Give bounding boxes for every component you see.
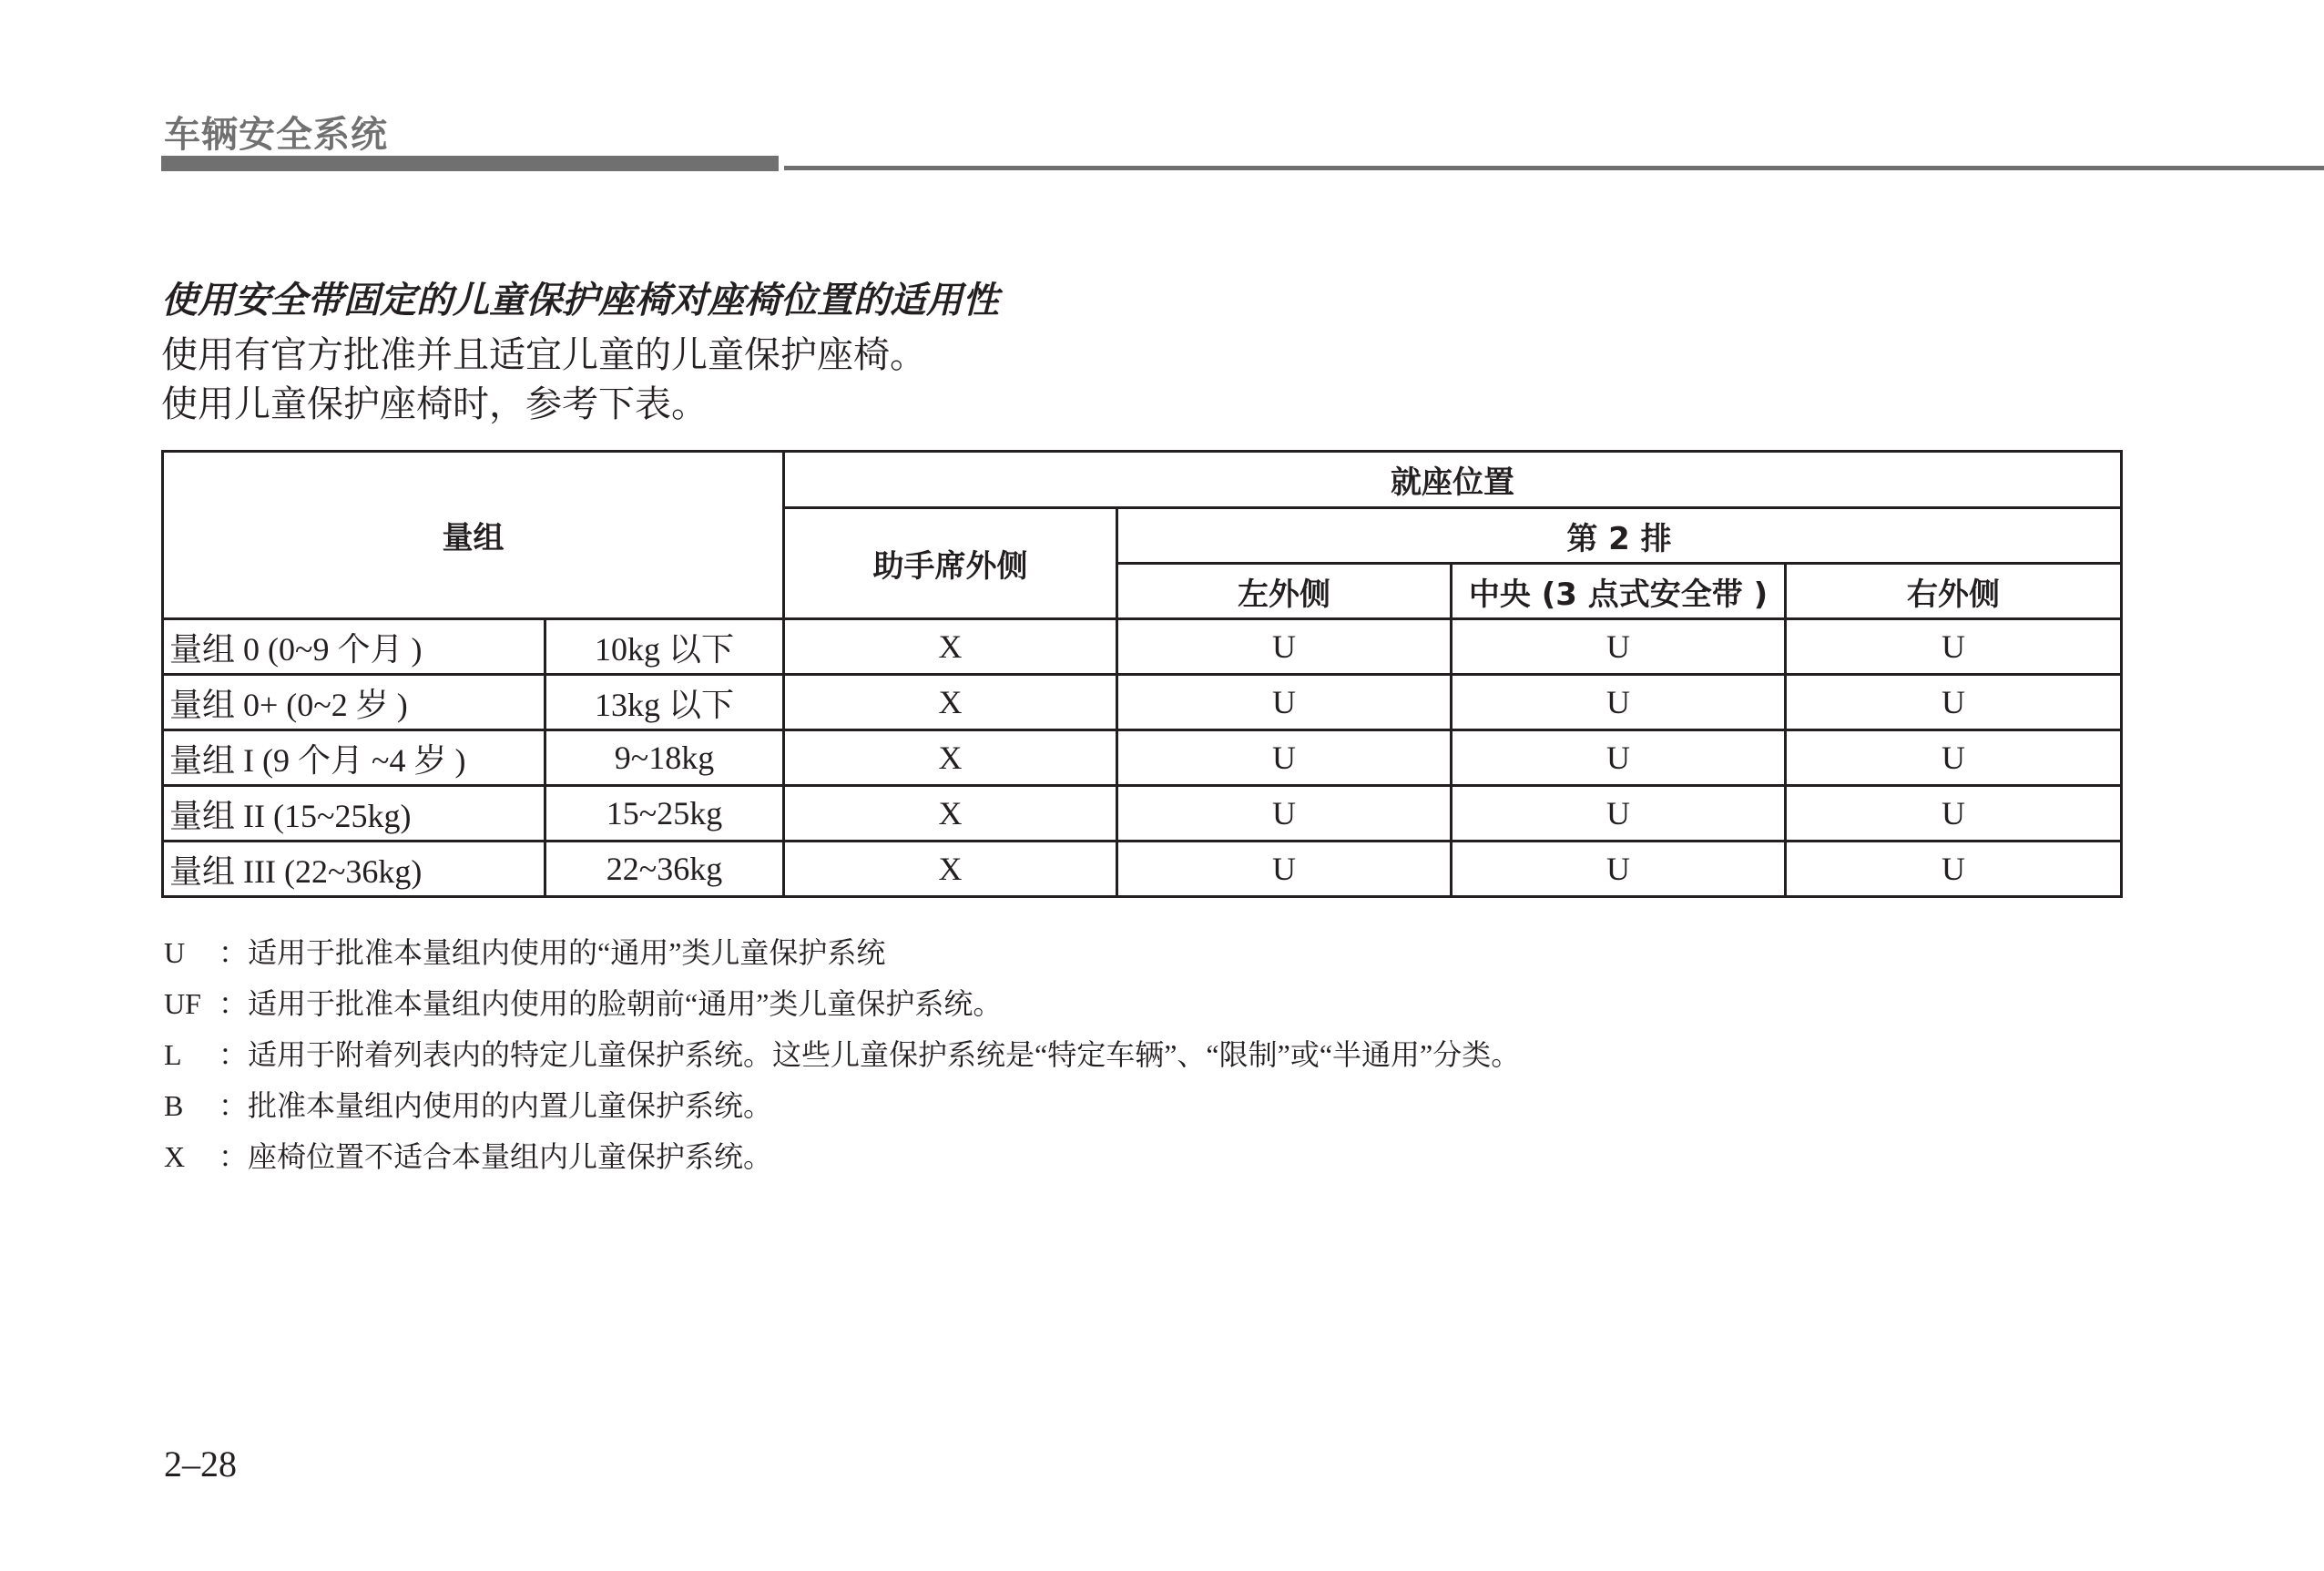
seating-suitability-table [161, 450, 2123, 898]
legend-code: X [164, 1140, 186, 1173]
group-cell: 量组 0+ (0~2 岁 ) [163, 675, 545, 730]
legend-text: 适用于批准本量组内使用的脸朝前“通用”类儿童保护系统。 [248, 987, 1003, 1020]
header-seating-position: 就座位置 [784, 452, 2122, 508]
header-center: 中央 (3 点式安全带 ) [1452, 564, 1786, 619]
passenger-cell: X [784, 786, 1117, 842]
legend-text: 适用于附着列表内的特定儿童保护系统。这些儿童保护系统是“特定车辆”、“限制”或“半通用”分类。 [248, 1038, 1521, 1071]
table-row [163, 786, 2122, 842]
legend-item [164, 1131, 1520, 1182]
legend-separator: ： [219, 1140, 249, 1173]
left-cell: U [1117, 842, 1452, 897]
header-group: 量组 [163, 452, 784, 619]
page-number: 2–28 [164, 1443, 237, 1484]
weight-cell: 22~36kg [545, 842, 784, 897]
legend-text: 适用于批准本量组内使用的“通用”类儿童保护系统 [248, 936, 886, 969]
left-cell: U [1117, 619, 1452, 675]
passenger-cell: X [784, 675, 1117, 730]
left-cell: U [1117, 786, 1452, 842]
table-row [163, 730, 2122, 786]
chapter-title: 车辆安全系统 [164, 114, 388, 156]
center-cell: U [1452, 619, 1786, 675]
table-row [163, 675, 2122, 730]
left-cell: U [1117, 675, 1452, 730]
table-row [163, 619, 2122, 675]
legend-code: U [164, 936, 186, 969]
weight-cell: 10kg 以下 [545, 619, 784, 675]
header-rule [784, 166, 2324, 170]
section-heading: 使用安全带固定的儿童保护座椅对座椅位置的适用性 [161, 280, 999, 321]
legend-code: B [164, 1089, 184, 1122]
header-bar [161, 156, 779, 171]
header-right-outer: 右外侧 [1786, 564, 2122, 619]
center-cell: U [1452, 842, 1786, 897]
header-row-2: 第 2 排 [1117, 508, 2122, 564]
table-row [163, 842, 2122, 897]
header-passenger-outer: 助手席外侧 [784, 508, 1117, 619]
weight-cell: 13kg 以下 [545, 675, 784, 730]
legend-text: 座椅位置不适合本量组内儿童保护系统。 [248, 1140, 773, 1173]
passenger-cell: X [784, 619, 1117, 675]
passenger-cell: X [784, 842, 1117, 897]
intro-paragraph-2: 使用儿童保护座椅时，参考下表。 [161, 383, 708, 425]
group-cell: 量组 III (22~36kg) [163, 842, 545, 897]
right-cell: U [1786, 842, 2122, 897]
center-cell: U [1452, 675, 1786, 730]
legend-item [164, 927, 1520, 978]
group-cell: 量组 0 (0~9 个月 ) [163, 619, 545, 675]
passenger-cell: X [784, 730, 1117, 786]
legend-code: UF [164, 987, 201, 1020]
legend-item [164, 1080, 1520, 1131]
left-cell: U [1117, 730, 1452, 786]
legend [164, 927, 1520, 1182]
legend-separator: ： [219, 1038, 249, 1071]
legend-separator: ： [219, 1089, 249, 1122]
legend-item [164, 978, 1520, 1029]
legend-separator: ： [219, 936, 249, 969]
right-cell: U [1786, 675, 2122, 730]
legend-item [164, 1029, 1520, 1080]
legend-text: 批准本量组内使用的内置儿童保护系统。 [248, 1089, 773, 1122]
right-cell: U [1786, 730, 2122, 786]
group-cell: 量组 I (9 个月 ~4 岁 ) [163, 730, 545, 786]
header-left-outer: 左外侧 [1117, 564, 1452, 619]
weight-cell: 15~25kg [545, 786, 784, 842]
center-cell: U [1452, 730, 1786, 786]
right-cell: U [1786, 786, 2122, 842]
weight-cell: 9~18kg [545, 730, 784, 786]
legend-separator: ： [219, 987, 249, 1020]
intro-paragraph-1: 使用有官方批准并且适宜儿童的儿童保护座椅。 [161, 334, 926, 376]
group-cell: 量组 II (15~25kg) [163, 786, 545, 842]
center-cell: U [1452, 786, 1786, 842]
right-cell: U [1786, 619, 2122, 675]
legend-code: L [164, 1038, 182, 1071]
